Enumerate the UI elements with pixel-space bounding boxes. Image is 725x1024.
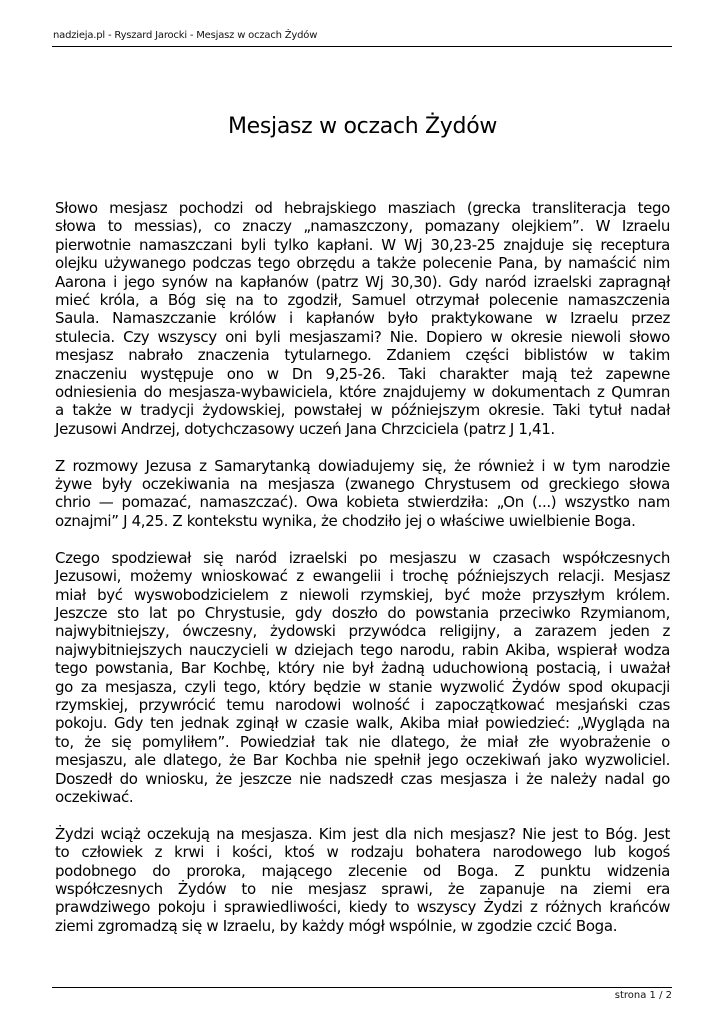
text-line: podobnego do proroka, mającego zlecenie od Boga. Z punktu widzenia [55, 861, 670, 880]
text-line: to człowiek z krwi i kości, ktoś w rodzaju bohatera narodowego lub kogoś [55, 843, 670, 862]
text-line: a także w tradycji żydowskiej, powstałej w późniejszym okresie. Taki tytuł nadał [55, 401, 670, 420]
text-line: to, że się pomyliłem”. Powiedział tak nie dlatego, że miał złe wyobrażenie o [55, 732, 670, 751]
text-line: ziemi zgromadzą się w Izraelu, by każdy mógł wspólnie, w zgodzie czcić Boga. [55, 916, 618, 935]
running-header: nadzieja.pl - Ryszard Jarocki - Mesjasz w oczach Żydów [53, 30, 318, 41]
text-line: słowa to messias), co znaczy „namaszczony, pomazany olejkiem”. W Izraelu [55, 217, 670, 236]
article-body [55, 199, 670, 954]
text-line: pokoju. Gdy ten jednak zginął w czasie walk, Akiba miał powiedzieć: „Wygląda na [55, 714, 670, 733]
text-line: Słowo mesjasz pochodzi od hebrajskiego masziach (grecka transliteracja tego [55, 199, 670, 217]
text-line: Doszedł do wniosku, że jeszcze nie nadszedł czas mesjasza i że należy nadal go [55, 769, 670, 788]
page-title: Mesjasz w oczach Żydów [227, 114, 498, 139]
text-line: mesjasz nabrało znaczenia tytularnego. Zdaniem części biblistów w takim [55, 346, 670, 365]
text-line: mieć króla, a Bóg się na to zgodził, Samuel otrzymał polecenie namaszczenia [55, 291, 670, 310]
text-line: Jezusowi, możemy wnioskować z ewangelii i trochę późniejszych relacji. Mesjasz [55, 567, 670, 586]
text-line: Z rozmowy Jezusa z Samarytanką dowiadujemy się, że również i w tym narodzie [55, 456, 670, 475]
text-line: odniesienia do mesjasza-wybawiciela, które znajdujemy w dokumentach z Qumran [55, 383, 670, 402]
text-line: chrio — pomazać, namaszczać). Owa kobieta stwierdziła: „On (...) wszystko nam [55, 493, 670, 512]
text-line: stulecia. Czy wszyscy oni byli mesjaszami? Nie. Dopiero w okresie niewoli słowo [55, 327, 670, 346]
text-line: miał być wyswobodzicielem z niewoli rzymskiej, być może przyszłym królem. [55, 585, 670, 604]
text-line: najwybitniejszych nauczycieli w dziejach tego narodu, rabin Akiba, wspierał wodza [55, 640, 670, 659]
text-line: Jezusowi Andrzej, dotychczasowy uczeń Jana Chrzciciela (patrz J 1,41. [55, 419, 555, 438]
footer-divider [52, 987, 672, 988]
paragraph [55, 457, 670, 531]
text-line: oznajmi” J 4,25. Z kontekstu wynika, że chodziło jej o właściwe uwielbienie Boga. [55, 511, 636, 530]
page-number: strona 1 / 2 [614, 990, 672, 1001]
text-line: prawdziwego pokoju i sprawiedliwości, kiedy to wszyscy Żydzi z różnych krańców [55, 898, 670, 917]
header-divider [52, 46, 672, 47]
text-line: go za mesjasza, czyli tego, który będzie w stanie wyzwolić Żydów spod okupacji [55, 677, 670, 696]
paragraph [55, 549, 670, 807]
text-line: pierwotnie namaszczani byli tylko kapłani. W Wj 30,23-25 znajduje się receptura [55, 235, 670, 254]
paragraph [55, 199, 670, 438]
text-line: rzymskiej, przywrócić temu narodowi wolność i zapoczątkować mesjański czas [55, 695, 670, 714]
text-line: tego powstania, Bar Kochbę, który nie był żadną uduchowioną postacią, i uważał [55, 659, 670, 678]
text-line: żywe były oczekiwania na mesjasza (zwanego Chrystusem od greckiego słowa [55, 475, 670, 494]
text-line: współczesnych Żydów to nie mesjasz sprawi, że zapanuje na ziemi era [55, 879, 670, 898]
text-line: Jeszcze sto lat po Chrystusie, gdy doszło do powstania przeciwko Rzymianom, [55, 603, 670, 622]
text-line: najwybitniejszy, ówczesny, żydowski przywódca religijny, a zarazem jeden z [55, 622, 670, 641]
text-line: znaczeniu występuje ono w Dn 9,25-26. Taki charakter mają też zapewne [55, 364, 670, 383]
text-line: Czego spodziewał się naród izraelski po mesjaszu w czasach współczesnych [55, 548, 670, 567]
text-line: Aarona i jego synów na kapłanów (patrz Wj 30,30). Gdy naród izraelski zapragnął [55, 272, 670, 291]
paragraph [55, 825, 670, 935]
text-line: oczekiwać. [55, 787, 134, 806]
text-line: Żydzi wciąż oczekują na mesjasza. Kim jest dla nich mesjasz? Nie jest to Bóg. Jest [55, 824, 670, 843]
text-line: mesjaszu, ale dlatego, że Bar Kochba nie spełnił jego oczekiwań jako wyzwoliciel. [55, 751, 670, 770]
text-line: olejku używanego podczas tego obrzędu a także polecenie Pana, by namaścić nim [55, 254, 670, 273]
text-line: Saula. Namaszczanie królów i kapłanów było praktykowane w Izraelu przez [55, 309, 670, 328]
